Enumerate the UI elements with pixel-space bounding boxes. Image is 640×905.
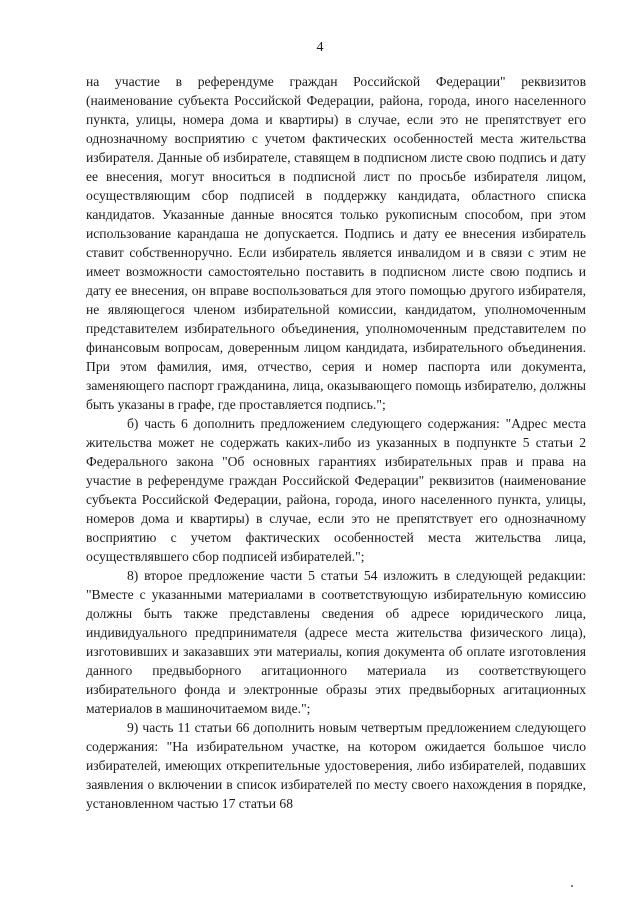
paragraph-1: на участие в референдуме граждан Российской Федерации" реквизитов (наименование субъекта Российской Федерации, района, города, иного населенного пункта, улицы, номера дома и квартиры) в случае, если это не препятствует его однозначному восприятию с учетом фактических особенностей места жительства избирателя. Данные об избирателе, ставящем в подписном листе свою подпись и дату ее внесения, могут вноситься в подписной лист по просьбе избирателя лицом, осуществляющим сбор подписей в поддержку кандидата, областного списка кандидатов. Указанные данные вносятся только рукописным способом, при этом использование карандаша не допускается. Подпись и дату ее внесения избиратель ставит собственноручно. Если избиратель является инвалидом и в связи с этим не имеет возможности самостоятельно поставить в подписном листе свою подпись и дату ее внесения, он вправе воспользоваться для этого помощью другого избирателя, не являющегося членом избирательной комиссии, кандидатом, уполномоченным представителем избирательного объединения, уполномоченным представителем по финансовым вопросам, доверенным лицом кандидата, избирательного объединения. При этом фамилия, имя, отчество, серия и номер паспорта или документа, заменяющего паспорт гражданина, лица, оказывающего помощь избирателю, должны быть указаны в графе, где проставляется подпись.";: [86, 74, 586, 412]
scan-speck: [571, 885, 573, 887]
paragraph-3: 8) второе предложение части 5 статьи 54 изложить в следующей редакции: "Вместе с указанными материалами в соответствующую избирательную комиссию должны быть также представлены сведения об адресе юридического лица, индивидуального предпринимателя (адресе места жительства физического лица), изготовивших и заказавших эти материалы, копия документа об оплате изготовления данного предвыборного агитационного материала из соответствующего избирательного фонда и электронные образы этих предвыборных агитационных материалов в машиночитаемом виде.";: [86, 568, 586, 716]
document-body: [86, 72, 586, 813]
page-number: 4: [316, 40, 324, 55]
paragraph-4: 9) часть 11 статьи 66 дополнить новым четвертым предложением следующего содержания: "На избирательном участке, на котором ожидается большое число избирателей, имеющих открепительные удостоверения, либо избирателей, подавших заявления о включении в список избирателей по месту своего нахождения в порядке, установленном частью 17 статьи 68: [86, 720, 586, 811]
paragraph-2: б) часть 6 дополнить предложением следующего содержания: "Адрес места жительства может не содержать каких-либо из указанных в подпункте 5 статьи 2 Федерального закона "Об основных гарантиях избирательных прав и права на участие в референдуме граждан Российской Федерации" реквизитов (наименование субъекта Российской Федерации, района, города, иного населенного пункта, улицы, номеров дома и квартиры) в случае, если это не препятствует его однозначному восприятию с учетом фактических особенностей места жительства лица, осуществлявшего сбор подписей избирателей.";: [86, 416, 586, 564]
